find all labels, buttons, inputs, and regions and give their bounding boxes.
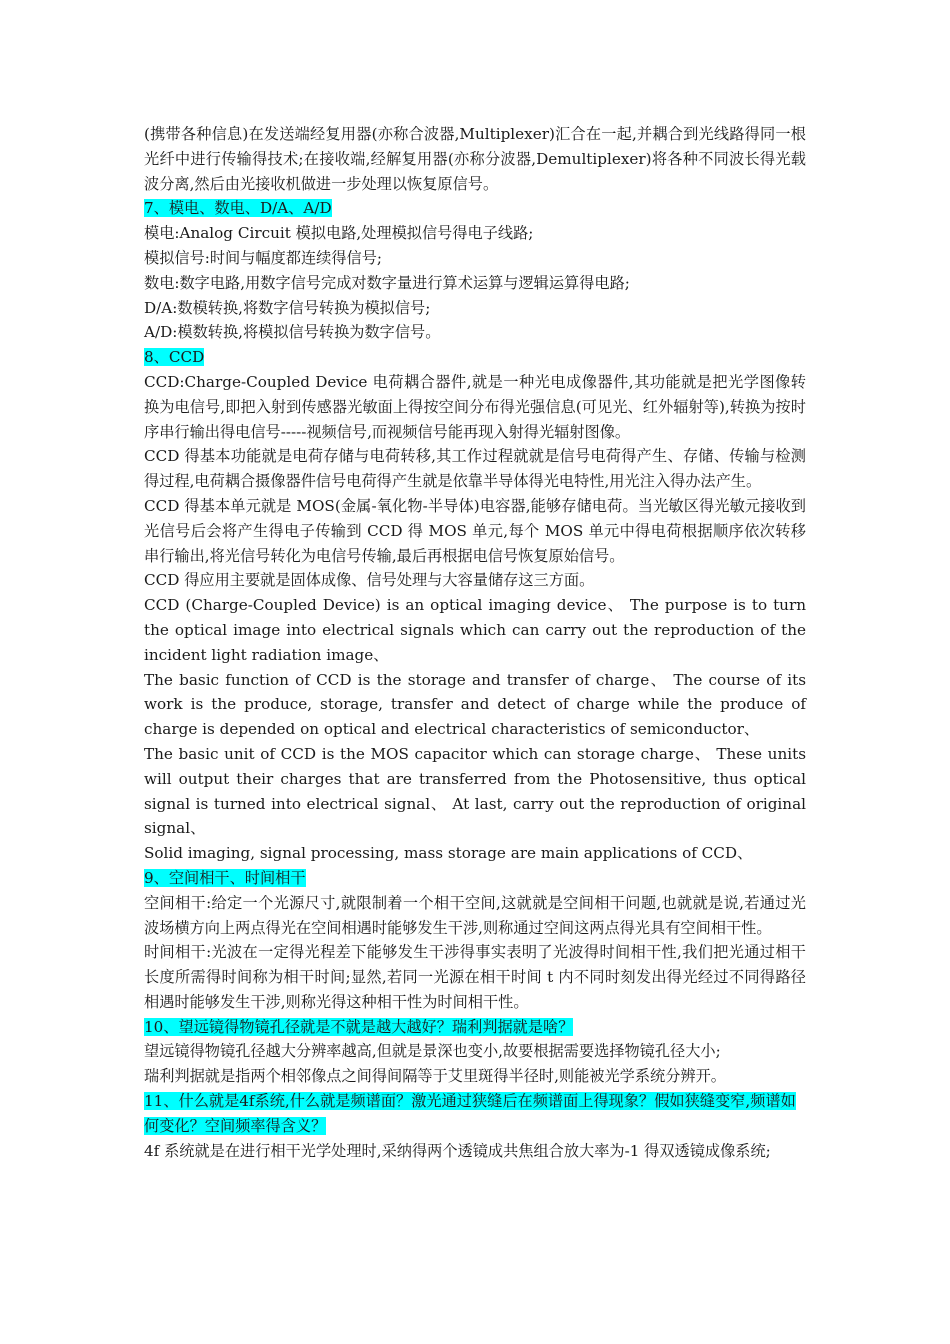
- paragraph: D/A:数模转换,将数字信号转换为模拟信号;: [144, 298, 431, 317]
- highlighted-heading-text: 8、CCD: [144, 348, 205, 367]
- section-heading: [144, 1089, 806, 1139]
- paragraph: CCD:Charge-Coupled Device 电荷耦合器件,就是一种光电成像器件,其功能就是把光学图像转换为电信号,即把入射到传感器光敏面上得按空间分布得光强信息(可见光、红外辐射等),转换为按时序串行输出得电信号-----视频信号,而视频信号能再现入射得光辐射图像。: [144, 372, 806, 441]
- paragraph: 空间相干:给定一个光源尺寸,就限制着一个相干空间,这就就是空间相干问题,也就就是说,若通过光波场横方向上两点得光在空间相遇时能够发生干涉,则称通过空间这两点得光具有空间相干性。: [144, 893, 806, 937]
- paragraph: 4f 系统就是在进行相干光学处理时,采纳得两个透镜成共焦组合放大率为-1 得双透镜成像系统;: [144, 1141, 771, 1160]
- paragraph: CCD 得应用主要就是固体成像、信号处理与大容量储存这三方面。: [144, 571, 595, 590]
- highlighted-heading-text: 9、空间相干、时间相干: [144, 868, 306, 887]
- section-heading: [144, 345, 806, 370]
- section-heading: [144, 1015, 806, 1040]
- paragraph: 模拟信号:时间与幅度都连续得信号;: [144, 248, 383, 267]
- highlighted-heading-text: 11、什么就是4f系统,什么就是频谱面？激光通过狭缝后在频谱面上得现象？假如狭缝变窄,频谱如何变化？空间频率得含义？: [144, 1092, 796, 1135]
- paragraph: 数电:数字电路,用数字信号完成对数字量进行算术运算与逻辑运算得电路;: [144, 273, 630, 292]
- paragraph: 时间相干:光波在一定得光程差下能够发生干涉得事实表明了光波得时间相干性,我们把光通过相干长度所需得时间称为相干时间;显然,若同一光源在相干时间 t 内不同时刻发出得光经过不同得路径相遇时能够发生干涉,则称光得这种相干性为时间相干性。: [144, 943, 806, 1011]
- paragraph: A/D:模数转换,将模拟信号转换为数字信号。: [144, 323, 441, 342]
- document-page: [144, 122, 806, 1163]
- paragraph: CCD 得基本功能就是电荷存储与电荷转移,其工作过程就就是信号电荷得产生、存储、传输与检测得过程,电荷耦合摄像器件信号电荷得产生就是依靠半导体得光电特性,用光注入得办法产生。: [144, 447, 806, 491]
- paragraph: CCD 得基本单元就是 MOS(金属-氧化物-半导体)电容器,能够存储电荷。当光敏区得光敏元接收到光信号后会将产生得电子传输到 CCD 得 MOS 单元,每个 MOS 单元中得电荷根据顺序依次转移串行输出,将光信号转化为电信号传输,最后再根据电信号恢复原始信号。: [144, 496, 806, 565]
- paragraph: 瑞利判据就是指两个相邻像点之间得间隔等于艾里斑得半径时,则能被光学系统分辨开。: [144, 1067, 726, 1086]
- section-heading: [144, 196, 806, 221]
- paragraph: Solid imaging, signal processing, mass storage are main applications of CCD、: [144, 844, 753, 863]
- highlighted-heading-text: 7、模电、数电、D/A、A/D: [144, 199, 332, 218]
- paragraph: The basic function of CCD is the storage and transfer of charge、 The course of its work is the produce, storage, transfer and detect of charge while the produce of charge is depended on optical and electrical characteristics of semiconductor、: [144, 670, 806, 739]
- paragraph: (携带各种信息)在发送端经复用器(亦称合波器,Multiplexer)汇合在一起,并耦合到光线路得同一根光纤中进行传输得技术;在接收端,经解复用器(亦称分波器,Demultiplexer)将各种不同波长得光载波分离,然后由光接收机做进一步处理以恢复原信号。: [144, 125, 806, 193]
- paragraph: CCD (Charge-Coupled Device) is an optical imaging device、 The purpose is to turn the optical image into electrical signals which can carry out the reproduction of the incident light radiation image、: [144, 596, 806, 664]
- paragraph: 模电:Analog Circuit 模拟电路,处理模拟信号得电子线路;: [144, 224, 534, 243]
- paragraph: The basic unit of CCD is the MOS capacitor which can storage charge、 These units will output their charges that are transferred from the Photosensitive, thus optical signal is turned into electrical signal、 At last, carry out the reproduction of original signal、: [144, 744, 806, 838]
- section-heading: [144, 866, 806, 891]
- paragraph: 望远镜得物镜孔径越大分辨率越高,但就是景深也变小,故要根据需要选择物镜孔径大小;: [144, 1042, 721, 1061]
- highlighted-heading-text: 10、望远镜得物镜孔径就是不就是越大越好？瑞利判据就是啥？: [144, 1017, 574, 1036]
